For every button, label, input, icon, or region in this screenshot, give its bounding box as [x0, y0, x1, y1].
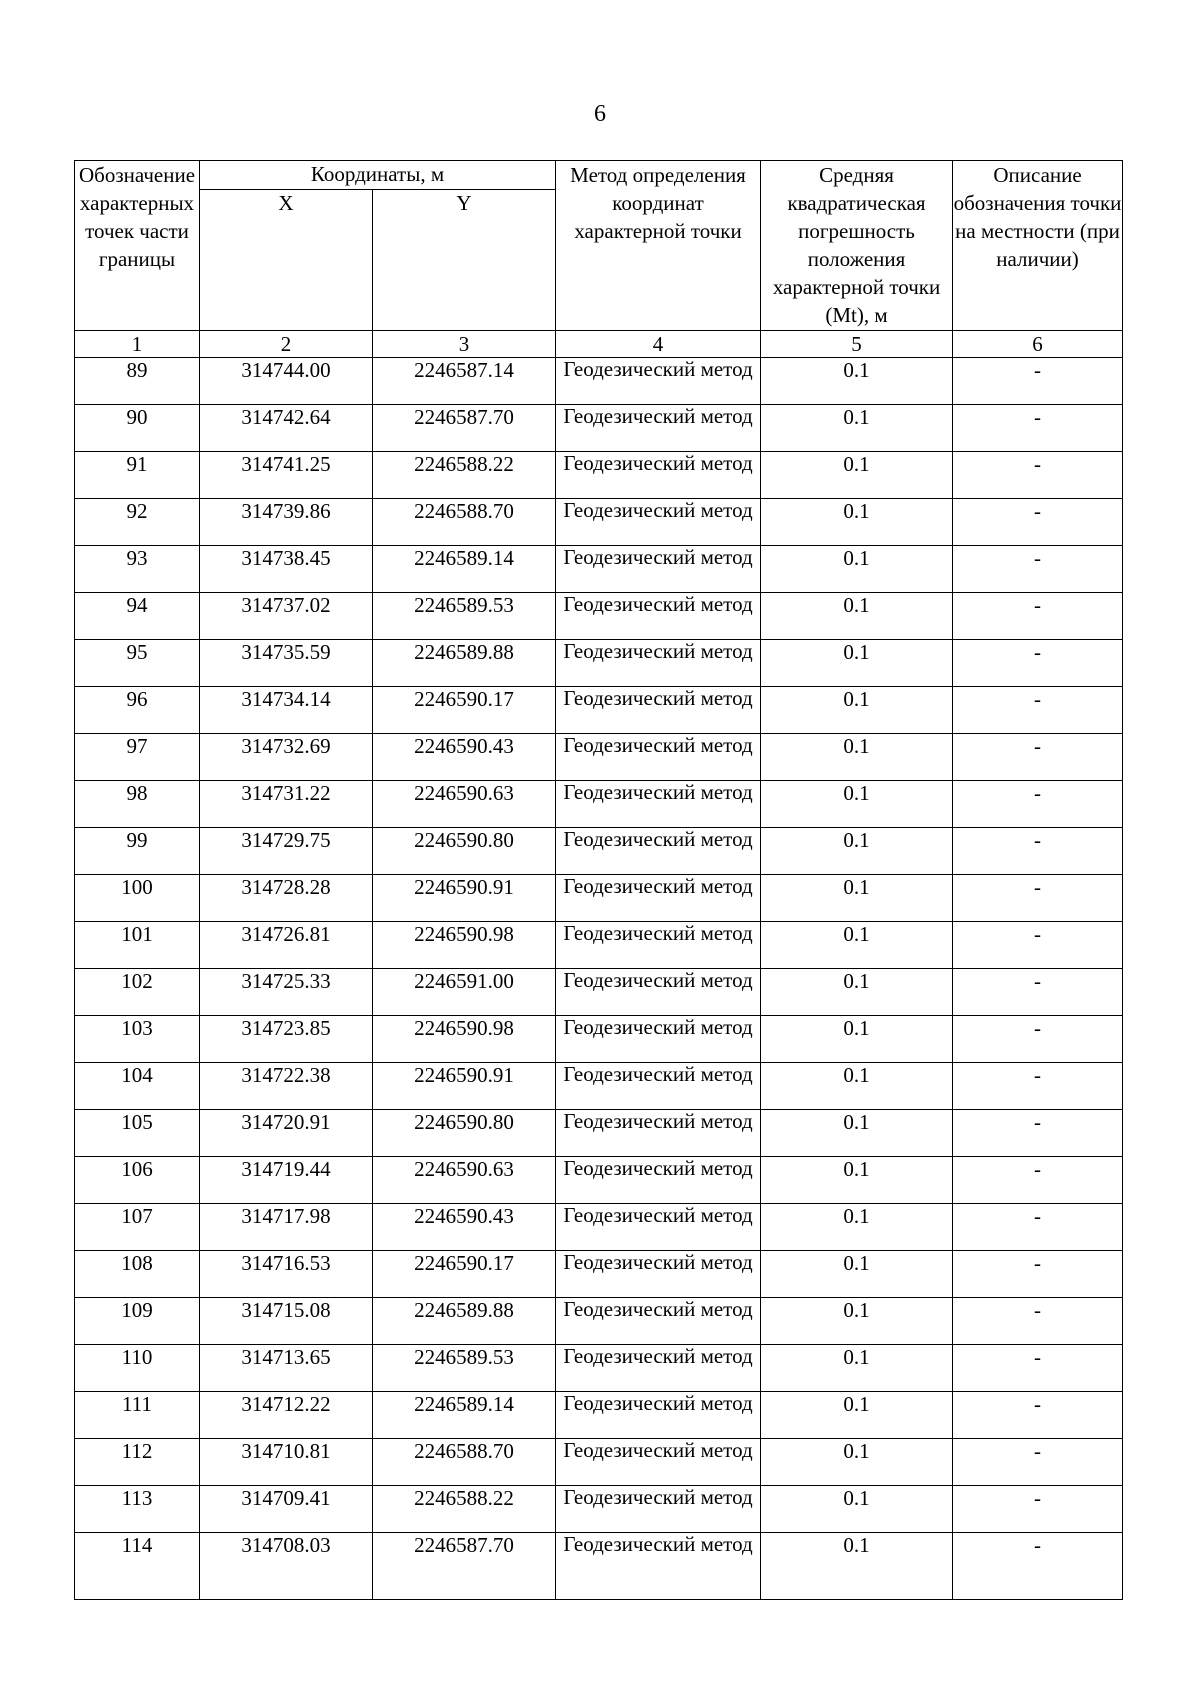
- description-cell: -: [953, 1439, 1123, 1486]
- method-cell: Геодезический метод: [556, 499, 761, 546]
- description-cell: -: [953, 1063, 1123, 1110]
- description-cell: -: [953, 452, 1123, 499]
- point-id-cell: 110: [75, 1345, 200, 1392]
- point-id-cell: 102: [75, 969, 200, 1016]
- table-row: [75, 875, 1123, 922]
- table-row: [75, 405, 1123, 452]
- y-coordinate-cell: 2246589.14: [373, 546, 556, 593]
- x-coordinate-cell: 314735.59: [200, 640, 373, 687]
- method-cell: Геодезический метод: [556, 1439, 761, 1486]
- table-row: [75, 734, 1123, 781]
- y-coordinate-cell: 2246590.17: [373, 1251, 556, 1298]
- header-error: Средняя квадратическая погрешность положения характерной точки (Mt), м: [761, 161, 953, 331]
- y-coordinate-cell: 2246588.22: [373, 452, 556, 499]
- point-id-cell: 93: [75, 546, 200, 593]
- error-cell: 0.1: [761, 499, 953, 546]
- x-coordinate-cell: 314731.22: [200, 781, 373, 828]
- method-cell: Геодезический метод: [556, 875, 761, 922]
- point-id-cell: 99: [75, 828, 200, 875]
- x-coordinate-cell: 314726.81: [200, 922, 373, 969]
- x-coordinate-cell: 314719.44: [200, 1157, 373, 1204]
- x-coordinate-cell: 314741.25: [200, 452, 373, 499]
- table-row: [75, 1392, 1123, 1439]
- description-cell: -: [953, 358, 1123, 405]
- point-id-cell: 105: [75, 1110, 200, 1157]
- column-numbers-row: [75, 331, 1123, 358]
- method-cell: Геодезический метод: [556, 687, 761, 734]
- y-coordinate-cell: 2246588.70: [373, 1439, 556, 1486]
- y-coordinate-cell: 2246590.98: [373, 922, 556, 969]
- description-cell: -: [953, 1016, 1123, 1063]
- header-x: X: [200, 190, 373, 331]
- x-coordinate-cell: 314738.45: [200, 546, 373, 593]
- error-cell: 0.1: [761, 969, 953, 1016]
- description-cell: -: [953, 405, 1123, 452]
- table-row: [75, 1486, 1123, 1533]
- method-cell: Геодезический метод: [556, 1533, 761, 1600]
- x-coordinate-cell: 314716.53: [200, 1251, 373, 1298]
- column-number: 3: [373, 331, 556, 358]
- method-cell: Геодезический метод: [556, 1486, 761, 1533]
- description-cell: -: [953, 1533, 1123, 1600]
- description-cell: -: [953, 1157, 1123, 1204]
- point-id-cell: 96: [75, 687, 200, 734]
- error-cell: 0.1: [761, 1392, 953, 1439]
- error-cell: 0.1: [761, 358, 953, 405]
- method-cell: Геодезический метод: [556, 1016, 761, 1063]
- point-id-cell: 101: [75, 922, 200, 969]
- description-cell: -: [953, 1486, 1123, 1533]
- point-id-cell: 103: [75, 1016, 200, 1063]
- x-coordinate-cell: 314710.81: [200, 1439, 373, 1486]
- method-cell: Геодезический метод: [556, 922, 761, 969]
- error-cell: 0.1: [761, 1063, 953, 1110]
- error-cell: 0.1: [761, 828, 953, 875]
- error-cell: 0.1: [761, 922, 953, 969]
- x-coordinate-cell: 314728.28: [200, 875, 373, 922]
- column-number: 1: [75, 331, 200, 358]
- x-coordinate-cell: 314742.64: [200, 405, 373, 452]
- column-number: 4: [556, 331, 761, 358]
- description-cell: -: [953, 875, 1123, 922]
- table-row: [75, 781, 1123, 828]
- point-id-cell: 104: [75, 1063, 200, 1110]
- table-row: [75, 640, 1123, 687]
- x-coordinate-cell: 314712.22: [200, 1392, 373, 1439]
- error-cell: 0.1: [761, 1345, 953, 1392]
- page-number: 6: [594, 101, 606, 127]
- table-row: [75, 1204, 1123, 1251]
- point-id-cell: 108: [75, 1251, 200, 1298]
- method-cell: Геодезический метод: [556, 1204, 761, 1251]
- error-cell: 0.1: [761, 1486, 953, 1533]
- table-row: [75, 922, 1123, 969]
- table-row: [75, 687, 1123, 734]
- header-method: Метод определения координат характерной точки: [556, 161, 761, 331]
- point-id-cell: 95: [75, 640, 200, 687]
- error-cell: 0.1: [761, 452, 953, 499]
- description-cell: -: [953, 922, 1123, 969]
- method-cell: Геодезический метод: [556, 593, 761, 640]
- y-coordinate-cell: 2246590.43: [373, 734, 556, 781]
- description-cell: -: [953, 640, 1123, 687]
- point-id-cell: 94: [75, 593, 200, 640]
- table-row: [75, 499, 1123, 546]
- point-id-cell: 107: [75, 1204, 200, 1251]
- y-coordinate-cell: 2246590.43: [373, 1204, 556, 1251]
- method-cell: Геодезический метод: [556, 1063, 761, 1110]
- table-row: [75, 546, 1123, 593]
- point-id-cell: 111: [75, 1392, 200, 1439]
- error-cell: 0.1: [761, 1016, 953, 1063]
- description-cell: -: [953, 828, 1123, 875]
- method-cell: Геодезический метод: [556, 1392, 761, 1439]
- error-cell: 0.1: [761, 640, 953, 687]
- error-cell: 0.1: [761, 1110, 953, 1157]
- error-cell: 0.1: [761, 781, 953, 828]
- x-coordinate-cell: 314737.02: [200, 593, 373, 640]
- table-row: [75, 969, 1123, 1016]
- y-coordinate-cell: 2246587.70: [373, 405, 556, 452]
- error-cell: 0.1: [761, 546, 953, 593]
- x-coordinate-cell: 314715.08: [200, 1298, 373, 1345]
- y-coordinate-cell: 2246590.98: [373, 1016, 556, 1063]
- table-row: [75, 1439, 1123, 1486]
- table-row: [75, 1157, 1123, 1204]
- table-row: [75, 1110, 1123, 1157]
- table-row: [75, 1251, 1123, 1298]
- method-cell: Геодезический метод: [556, 546, 761, 593]
- table-row: [75, 1298, 1123, 1345]
- y-coordinate-cell: 2246590.80: [373, 828, 556, 875]
- y-coordinate-cell: 2246589.88: [373, 1298, 556, 1345]
- y-coordinate-cell: 2246589.88: [373, 640, 556, 687]
- y-coordinate-cell: 2246588.70: [373, 499, 556, 546]
- point-id-cell: 113: [75, 1486, 200, 1533]
- y-coordinate-cell: 2246587.14: [373, 358, 556, 405]
- point-id-cell: 92: [75, 499, 200, 546]
- description-cell: -: [953, 1251, 1123, 1298]
- error-cell: 0.1: [761, 1298, 953, 1345]
- y-coordinate-cell: 2246590.91: [373, 1063, 556, 1110]
- x-coordinate-cell: 314725.33: [200, 969, 373, 1016]
- point-id-cell: 98: [75, 781, 200, 828]
- description-cell: -: [953, 1392, 1123, 1439]
- description-cell: -: [953, 734, 1123, 781]
- table-row: [75, 452, 1123, 499]
- error-cell: 0.1: [761, 1157, 953, 1204]
- x-coordinate-cell: 314720.91: [200, 1110, 373, 1157]
- error-cell: 0.1: [761, 1533, 953, 1600]
- x-coordinate-cell: 314739.86: [200, 499, 373, 546]
- x-coordinate-cell: 314708.03: [200, 1533, 373, 1600]
- y-coordinate-cell: 2246589.14: [373, 1392, 556, 1439]
- table-row: [75, 358, 1123, 405]
- description-cell: -: [953, 546, 1123, 593]
- y-coordinate-cell: 2246590.80: [373, 1110, 556, 1157]
- description-cell: -: [953, 1204, 1123, 1251]
- y-coordinate-cell: 2246590.17: [373, 687, 556, 734]
- error-cell: 0.1: [761, 734, 953, 781]
- y-coordinate-cell: 2246590.63: [373, 1157, 556, 1204]
- point-id-cell: 109: [75, 1298, 200, 1345]
- x-coordinate-cell: 314732.69: [200, 734, 373, 781]
- method-cell: Геодезический метод: [556, 405, 761, 452]
- x-coordinate-cell: 314717.98: [200, 1204, 373, 1251]
- method-cell: Геодезический метод: [556, 1110, 761, 1157]
- description-cell: -: [953, 499, 1123, 546]
- error-cell: 0.1: [761, 1204, 953, 1251]
- point-id-cell: 100: [75, 875, 200, 922]
- method-cell: Геодезический метод: [556, 1345, 761, 1392]
- method-cell: Геодезический метод: [556, 734, 761, 781]
- y-coordinate-cell: 2246589.53: [373, 593, 556, 640]
- y-coordinate-cell: 2246590.91: [373, 875, 556, 922]
- method-cell: Геодезический метод: [556, 452, 761, 499]
- point-id-cell: 89: [75, 358, 200, 405]
- point-id-cell: 97: [75, 734, 200, 781]
- coordinates-table: [74, 160, 1123, 1600]
- x-coordinate-cell: 314729.75: [200, 828, 373, 875]
- point-id-cell: 91: [75, 452, 200, 499]
- y-coordinate-cell: 2246590.63: [373, 781, 556, 828]
- point-id-cell: 106: [75, 1157, 200, 1204]
- x-coordinate-cell: 314722.38: [200, 1063, 373, 1110]
- column-number: 2: [200, 331, 373, 358]
- table-row: [75, 1063, 1123, 1110]
- method-cell: Геодезический метод: [556, 781, 761, 828]
- table-row: [75, 593, 1123, 640]
- table-row: [75, 1533, 1123, 1600]
- description-cell: -: [953, 969, 1123, 1016]
- error-cell: 0.1: [761, 687, 953, 734]
- table-body: [75, 358, 1123, 1600]
- description-cell: -: [953, 1110, 1123, 1157]
- x-coordinate-cell: 314734.14: [200, 687, 373, 734]
- method-cell: Геодезический метод: [556, 828, 761, 875]
- y-coordinate-cell: 2246588.22: [373, 1486, 556, 1533]
- point-id-cell: 114: [75, 1533, 200, 1600]
- x-coordinate-cell: 314713.65: [200, 1345, 373, 1392]
- description-cell: -: [953, 593, 1123, 640]
- column-number: 6: [953, 331, 1123, 358]
- error-cell: 0.1: [761, 875, 953, 922]
- method-cell: Геодезический метод: [556, 969, 761, 1016]
- method-cell: Геодезический метод: [556, 1251, 761, 1298]
- table-row: [75, 828, 1123, 875]
- x-coordinate-cell: 314709.41: [200, 1486, 373, 1533]
- description-cell: -: [953, 687, 1123, 734]
- column-number: 5: [761, 331, 953, 358]
- x-coordinate-cell: 314723.85: [200, 1016, 373, 1063]
- method-cell: Геодезический метод: [556, 1157, 761, 1204]
- x-coordinate-cell: 314744.00: [200, 358, 373, 405]
- description-cell: -: [953, 781, 1123, 828]
- header-y: Y: [373, 190, 556, 331]
- y-coordinate-cell: 2246587.70: [373, 1533, 556, 1600]
- header-coordinates: Координаты, м: [200, 161, 556, 190]
- error-cell: 0.1: [761, 1439, 953, 1486]
- error-cell: 0.1: [761, 1251, 953, 1298]
- point-id-cell: 90: [75, 405, 200, 452]
- method-cell: Геодезический метод: [556, 640, 761, 687]
- header-designation: Обозначение характерных точек части границы: [75, 161, 200, 331]
- method-cell: Геодезический метод: [556, 358, 761, 405]
- y-coordinate-cell: 2246591.00: [373, 969, 556, 1016]
- y-coordinate-cell: 2246589.53: [373, 1345, 556, 1392]
- error-cell: 0.1: [761, 593, 953, 640]
- table-row: [75, 1016, 1123, 1063]
- error-cell: 0.1: [761, 405, 953, 452]
- method-cell: Геодезический метод: [556, 1298, 761, 1345]
- description-cell: -: [953, 1298, 1123, 1345]
- point-id-cell: 112: [75, 1439, 200, 1486]
- description-cell: -: [953, 1345, 1123, 1392]
- table-row: [75, 1345, 1123, 1392]
- header-description: Описание обозначения точки на местности (при наличии): [953, 161, 1123, 331]
